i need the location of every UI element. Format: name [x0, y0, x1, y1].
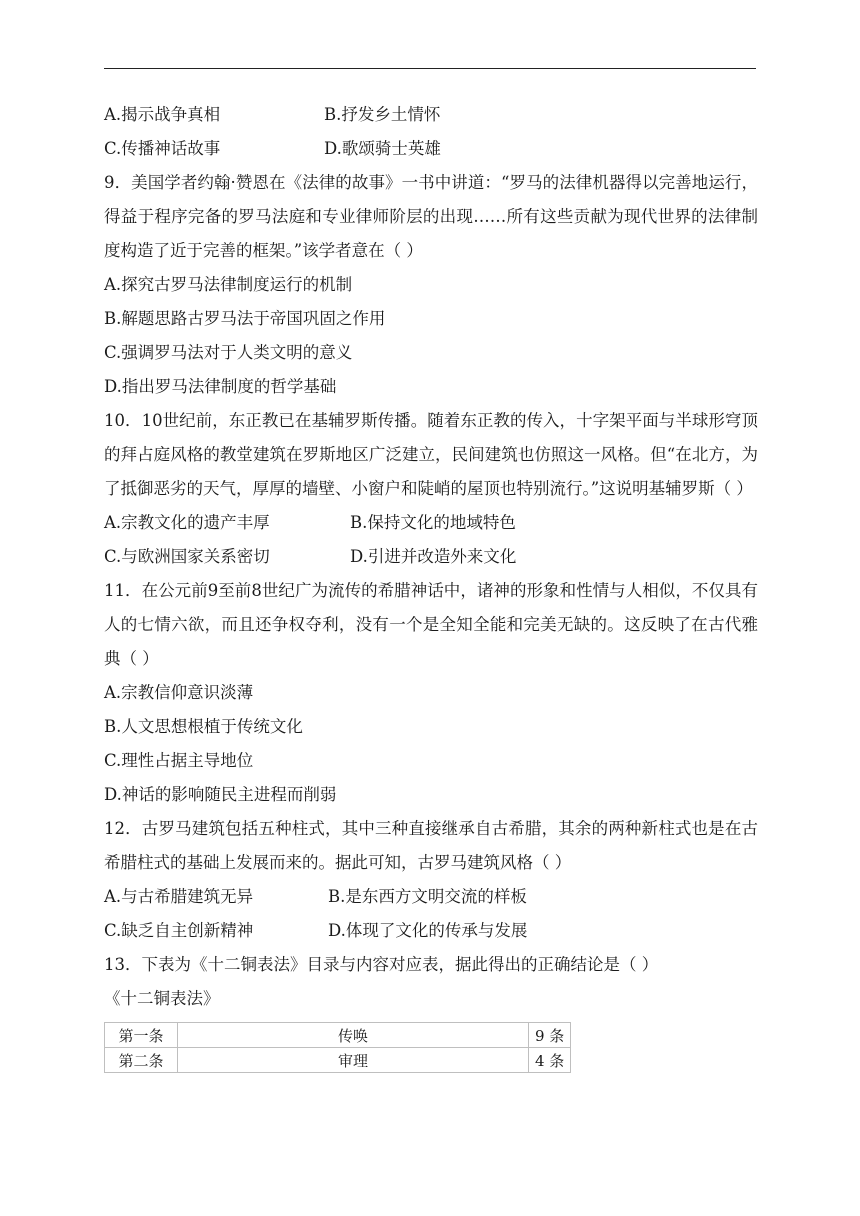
- q10-option-c[interactable]: C.与欧洲国家关系密切: [104, 547, 270, 566]
- table-caption: 《十二铜表法》: [104, 989, 220, 1008]
- table-row: [105, 1023, 571, 1048]
- q11-option-b[interactable]: B.人文思想根植于传统文化: [104, 717, 303, 736]
- q10-stem: 10．10世纪前，东正教已在基辅罗斯传播。随着东正教的传入，十字架平面与半球形穹顶的拜占庭风格的教堂建筑在罗斯地区广泛建立，民间建筑也仿照这一风格。但“在北方，为了抵御恶劣的天气，厚厚的墙壁、小窗户和陡峭的屋顶也特别流行。”这说明基辅罗斯（ ）: [104, 411, 758, 498]
- page-content: [104, 98, 758, 1073]
- q12-option-d[interactable]: D.体现了文化的传承与发展: [328, 921, 528, 940]
- q10-option-a[interactable]: A.宗教文化的遗产丰厚: [104, 513, 270, 532]
- q9-option-d[interactable]: D.指出罗马法律制度的哲学基础: [104, 377, 337, 396]
- q8-option-b[interactable]: B.抒发乡土情怀: [324, 105, 441, 124]
- q12-option-a[interactable]: A.与古希腊建筑无异: [104, 887, 254, 906]
- q9-option-a[interactable]: A.探究古罗马法律制度运行的机制: [104, 275, 353, 294]
- q8-options-row-2: [104, 132, 758, 166]
- q10-option-d[interactable]: D.引进并改造外来文化: [350, 547, 517, 566]
- table-cell-count: 4 条: [529, 1048, 571, 1073]
- law-table: [104, 1022, 571, 1073]
- table-cell-article: 第二条: [105, 1048, 178, 1073]
- q12-options-row-2: [104, 914, 758, 948]
- q8-option-a[interactable]: A.揭示战争真相: [104, 105, 221, 124]
- q10-options-row-2: [104, 540, 758, 574]
- q8-options-row-1: [104, 98, 758, 132]
- q11-stem: 11．在公元前9至前8世纪广为流传的希腊神话中，诸神的形象和性情与人相似，不仅具有人的七情六欲，而且还争权夺利，没有一个是全知全能和完美无缺的。这反映了在古代雅典（ ）: [104, 581, 758, 668]
- q12-option-c[interactable]: C.缺乏自主创新精神: [104, 921, 254, 940]
- q9-option-c[interactable]: C.强调罗马法对于人类文明的意义: [104, 343, 353, 362]
- q11-option-c[interactable]: C.理性占据主导地位: [104, 751, 254, 770]
- q8-option-d[interactable]: D.歌颂骑士英雄: [324, 139, 441, 158]
- q12-stem: 12．古罗马建筑包括五种柱式，其中三种直接继承自古希腊，其余的两种新柱式也是在古希腊柱式的基础上发展而来的。据此可知，古罗马建筑风格（ ）: [104, 819, 758, 872]
- q9-stem: 9．美国学者约翰·赞恩在《法律的故事》一书中讲道：“罗马的法律机器得以完善地运行，得益于程序完备的罗马法庭和专业律师阶层的出现……所有这些贡献为现代世界的法律制度构造了近于完善的框架。”该学者意在（ ）: [104, 173, 758, 260]
- q10-option-b[interactable]: B.保持文化的地域特色: [350, 513, 516, 532]
- q8-option-c[interactable]: C.传播神话故事: [104, 139, 221, 158]
- table-cell-count: 9 条: [529, 1023, 571, 1048]
- table-row: [105, 1048, 571, 1073]
- q9-option-b[interactable]: B.解题思路古罗马法于帝国巩固之作用: [104, 309, 386, 328]
- q12-options-row-1: [104, 880, 758, 914]
- q13-stem: 13．下表为《十二铜表法》目录与内容对应表，据此得出的正确结论是（ ）: [104, 955, 659, 974]
- q10-options-row-1: [104, 506, 758, 540]
- table-cell-content: 审理: [178, 1048, 529, 1073]
- q11-option-a[interactable]: A.宗教信仰意识淡薄: [104, 683, 254, 702]
- q11-option-d[interactable]: D.神话的影响随民主进程而削弱: [104, 785, 337, 804]
- table-cell-article: 第一条: [105, 1023, 178, 1048]
- header-rule: [104, 68, 756, 69]
- table-cell-content: 传唤: [178, 1023, 529, 1048]
- q12-option-b[interactable]: B.是东西方文明交流的样板: [328, 887, 527, 906]
